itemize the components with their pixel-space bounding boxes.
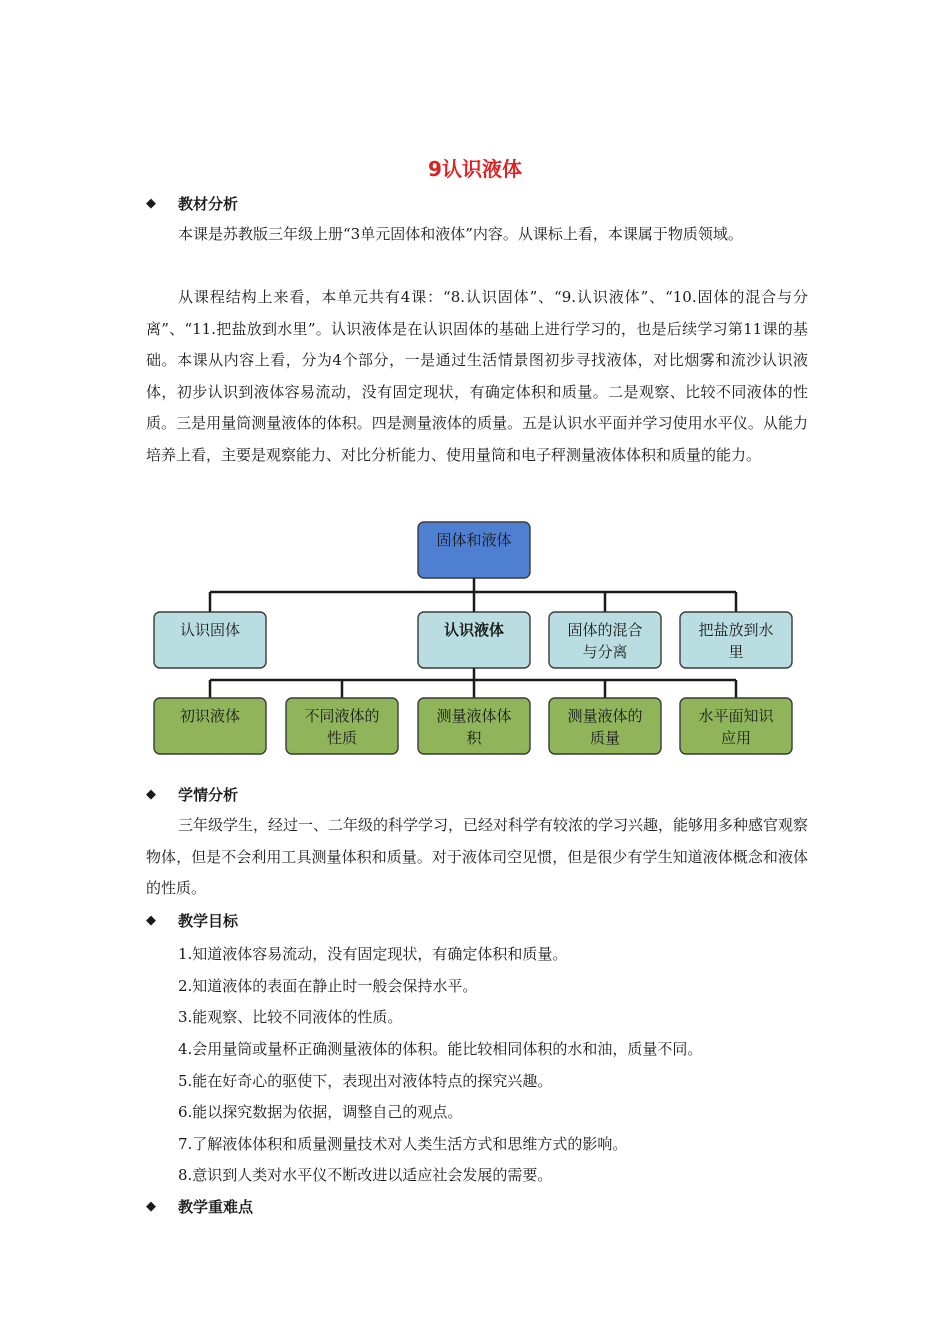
- goal-item: 4.会用量筒或量杯正确测量液体的体积。能比较相同体积的水和油，质量不同。: [178, 1040, 703, 1058]
- diagram-root-node-label: 固体和液体: [436, 531, 512, 549]
- diagram-lesson-node-label: 与分离: [582, 643, 628, 661]
- heading-text: 教材分析: [178, 195, 239, 213]
- goal-item: 6.能以探究数据为依据，调整自己的观点。: [178, 1103, 463, 1121]
- diamond-bullet-icon: ◆: [146, 1199, 156, 1214]
- diagram-part-node: [549, 698, 661, 754]
- diagram-part-node-label: 初识液体: [179, 707, 241, 725]
- section-heading-student-analysis: [146, 784, 238, 805]
- diagram-part-node: [418, 698, 530, 754]
- diamond-bullet-icon: ◆: [146, 913, 156, 928]
- heading-text: 教学重难点: [178, 1198, 254, 1216]
- diagram-part-node: [154, 698, 266, 754]
- diagram-part-node-label: 水平面知识: [698, 707, 774, 725]
- diagram-lesson-node-label: 认识液体: [443, 621, 505, 639]
- diagram-part-node: [680, 698, 792, 754]
- heading-text: 教学目标: [178, 912, 239, 930]
- diagram-lesson-node-label: 认识固体: [179, 621, 241, 639]
- unit-structure-diagram: [148, 520, 800, 760]
- unit-structure-diagram-svg: [148, 520, 800, 760]
- diagram-lesson-node: [154, 612, 266, 668]
- diagram-part-node-label: 不同液体的: [304, 707, 380, 725]
- page-title: 9认识液体: [428, 157, 522, 181]
- diagram-part-node-label: 应用: [720, 729, 752, 747]
- section-heading-key-points: [146, 1196, 253, 1217]
- material-analysis-paragraph-2: 从课程结构上来看，本单元共有4课：“8.认识固体”、“9.认识液体”、“10.固体的混合与分离”、“11.把盐放到水里”。认识液体是在认识固体的基础上进行学习的，也是后续学习第11课的基础。本课从内容上看，分为4个部分，一是通过生活情景图初步寻找液体，对比烟雾和流沙认识液体，初步认识到液体容易流动，没有固定现状，有确定体积和质量。二是观察、比较不同液体的性质。三是用量筒测量液体的体积。四是测量液体的质量。五是认识水平面并学习使用水平仪。从能力培养上看，主要是观察能力、对比分析能力、使用量筒和电子秤测量液体体积和质量的能力。: [146, 288, 808, 464]
- diagram-part-node-label: 质量: [589, 729, 621, 747]
- diagram-part-node-label: 测量液体体: [436, 707, 512, 725]
- student-analysis-paragraph: 三年级学生，经过一、二年级的科学学习，已经对科学有较浓的学习兴趣，能够用多种感官观察物体，但是不会利用工具测量体积和质量。对于液体司空见惯，但是很少有学生知道液体概念和液体的性质。: [146, 816, 809, 897]
- diagram-part-node-label: 性质: [326, 729, 358, 747]
- diagram-part-node: [286, 698, 398, 754]
- goal-item: 1.知道液体容易流动，没有固定现状，有确定体积和质量。: [178, 945, 568, 963]
- diagram-lesson-node: [680, 612, 792, 668]
- goal-item: 2.知道液体的表面在静止时一般会保持水平。: [178, 977, 478, 995]
- diagram-lesson-node: [418, 612, 530, 668]
- goal-item: 3.能观察、比较不同液体的性质。: [178, 1008, 403, 1026]
- material-analysis-paragraph-1: 本课是苏教版三年级上册“3单元固体和液体”内容。从课标上看，本课属于物质领域。: [178, 225, 743, 243]
- diagram-part-node-label: 测量液体的: [567, 707, 643, 725]
- diagram-lesson-node-label: 把盐放到水: [698, 621, 774, 639]
- section-heading-material-analysis: [146, 193, 238, 214]
- section-heading-teaching-goals: [146, 910, 238, 931]
- diamond-bullet-icon: ◆: [146, 787, 156, 802]
- diagram-part-node-label: 积: [466, 729, 482, 747]
- diagram-lesson-node-label: 里: [728, 643, 744, 661]
- goal-item: 5.能在好奇心的驱使下，表现出对液体特点的探究兴趣。: [178, 1072, 553, 1090]
- goal-item: 8.意识到人类对水平仪不断改进以适应社会发展的需要。: [178, 1166, 553, 1184]
- diagram-root-node: [418, 522, 530, 578]
- diagram-lesson-node-label: 固体的混合: [567, 621, 643, 639]
- heading-text: 学情分析: [178, 786, 239, 804]
- diagram-lesson-node: [549, 612, 661, 668]
- diamond-bullet-icon: ◆: [146, 196, 156, 211]
- goal-item: 7.了解液体体积和质量测量技术对人类生活方式和思维方式的影响。: [178, 1135, 628, 1153]
